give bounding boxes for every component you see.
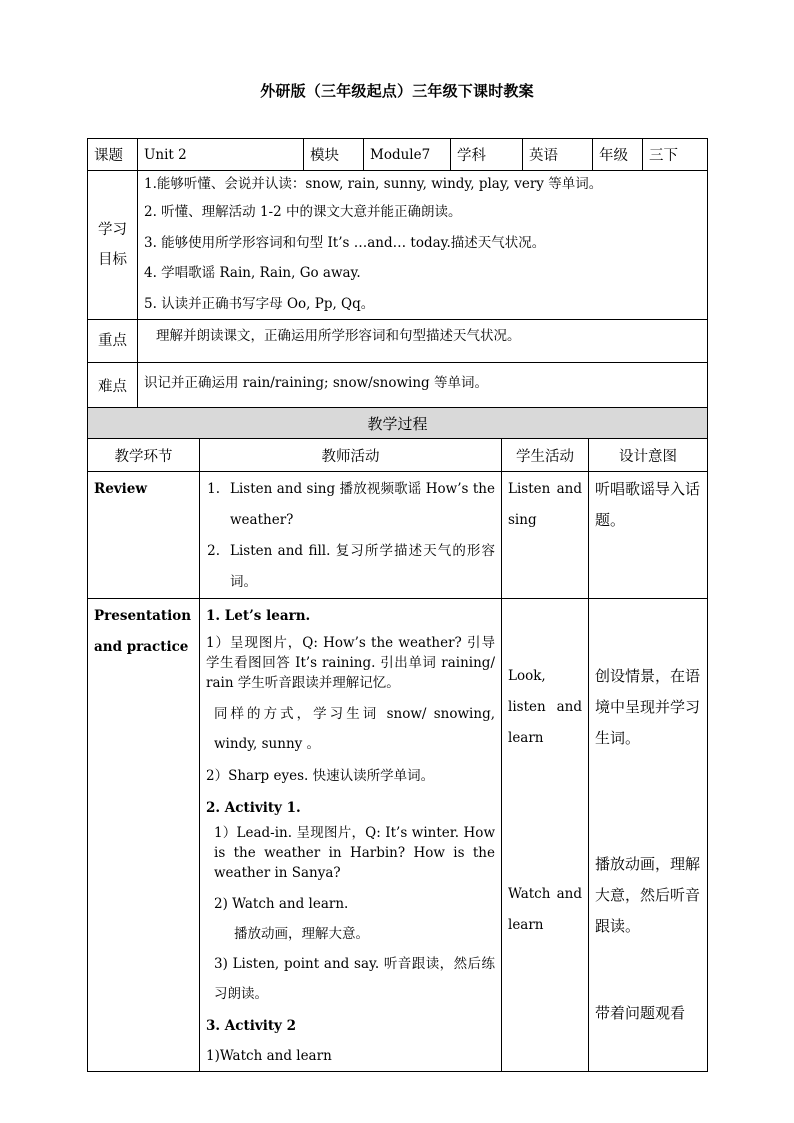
- header-row: [88, 139, 708, 171]
- presentation-teacher: 1. Let’s learn. 1）呈现图片，Q: How’s the weather? 引导学生看图回答 It’s raining. 引出单词 raining/ rain 学生听音跟读并理解记忆。 同样的方式，学习生词 snow/ snowing, windy, sunny 。 2）Sharp eyes. 快速认读所学单词。 2. Activity 1. 1）Lead-in. 呈现图片，Q: It’s winter. How is the weather in Harbin? How is the weather in Sanya? 2) Watch and learn. 播放动画，理解大意。 3) Listen, point and say. 听音跟读，然后练习朗读。 3. Activity 2 1)Watch and learn: [200, 599, 502, 1072]
- key-row: [88, 320, 708, 363]
- topic-label: 课题: [88, 139, 138, 171]
- difficulty-text: 识记并正确运用 rain/raining; snow/snowing 等单词。: [138, 363, 708, 411]
- page-title: 外研版（三年级起点）三年级下课时教案: [260, 82, 534, 100]
- topic-value: Unit 2: [138, 139, 304, 171]
- module-value: Module7: [364, 139, 451, 171]
- review-student: Listen and sing: [502, 472, 589, 599]
- difficulty-label: 难点: [88, 363, 138, 411]
- list-item: 2. Listen and fill. 复习所学描述天气的形容词。: [207, 543, 495, 590]
- key-text: 理解并朗读课文，正确运用所学形容词和句型描述天气状况。: [138, 320, 708, 363]
- col-teacher: 教师活动: [200, 439, 502, 472]
- presentation-student: Look, listen and learn Watch and learn: [502, 599, 589, 1072]
- grade-label: 年级: [593, 139, 643, 171]
- grade-value: 三下: [643, 139, 708, 171]
- column-header-row: [88, 439, 708, 472]
- subject-value: 英语: [523, 139, 593, 171]
- lesson-info-table: [87, 138, 708, 411]
- process-title: 教学过程: [88, 408, 708, 439]
- goal-item: 1.能够听懂、会说并认读：snow, rain, sunny, windy, play, very 等单词。: [144, 176, 603, 192]
- goals-list: [138, 171, 708, 320]
- review-row: [88, 472, 708, 599]
- goals-label: 学习 目标: [88, 171, 138, 320]
- review-teacher: [200, 472, 502, 599]
- presentation-section: Presentation and practice: [88, 599, 200, 1072]
- goal-item: 5. 认读并正确书写字母 Oo, Pp, Qq。: [144, 295, 375, 312]
- subject-label: 学科: [451, 139, 523, 171]
- presentation-intent: 创设情景，在语境中呈现并学习生词。 播放动画，理解大意，然后听音跟读。 带着问题观看: [589, 599, 708, 1072]
- review-intent: 听唱歌谣导入话题。: [589, 472, 708, 599]
- process-band: [88, 408, 708, 439]
- col-student: 学生活动: [502, 439, 589, 472]
- goal-item: 3. 能够使用所学形容词和句型 It’s …and… today.描述天气状况。: [144, 234, 546, 251]
- review-section: Review: [88, 472, 200, 599]
- col-intent: 设计意图: [589, 439, 708, 472]
- goal-item: 4. 学唱歌谣 Rain, Rain, Go away.: [144, 265, 361, 281]
- col-stage: 教学环节: [88, 439, 200, 472]
- key-label: 重点: [88, 320, 138, 363]
- list-item: 1. Listen and sing 播放视频歌谣 How’s the weather?: [207, 481, 495, 528]
- goals-row: [88, 171, 708, 320]
- module-label: 模块: [304, 139, 364, 171]
- presentation-row: [88, 599, 708, 1072]
- process-table: [87, 407, 708, 1072]
- goal-item: 2. 听懂、理解活动 1-2 中的课文大意并能正确朗读。: [144, 204, 462, 220]
- difficulty-row: [88, 363, 708, 411]
